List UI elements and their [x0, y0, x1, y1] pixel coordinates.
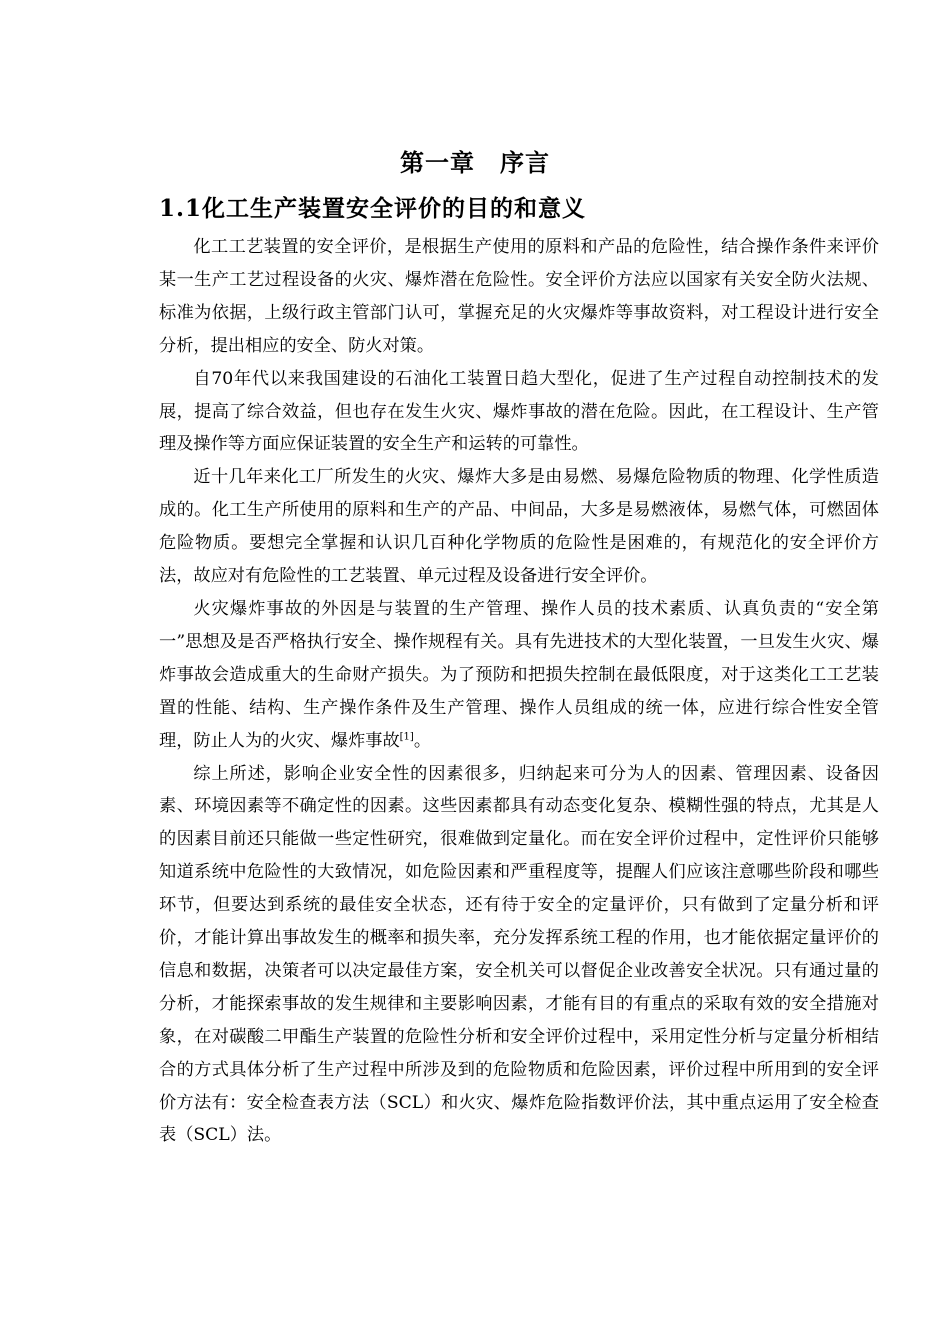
paragraph-4-text: 火灾爆炸事故的外因是与装置的生产管理、操作人员的技术素质、认真负责的“安全第一”思想及是否严格执行安全、操作规程有关。具有先进技术的大型化装置，一旦发生火灾、爆炸事故会造成重大的生命财产损失。为了预防和把损失控制在最低限度，对于这类化工工艺装置的性能、结构、生产操作条件及生产管理、操作人员组成的统一体，应进行综合性安全管理，防止人为的火灾、爆炸事故: [159, 598, 879, 751]
citation-reference[interactable]: [1]: [399, 730, 414, 742]
chapter-title: 第一章 序言: [400, 149, 550, 177]
paragraph-1: 化工工艺装置的安全评价，是根据生产使用的原料和产品的危险性，结合操作条件来评价某一生产工艺过程设备的火灾、爆炸潜在危险性。安全评价方法应以国家有关安全防火法规、标准为依据，上级行政主管部门认可，掌握充足的火灾爆炸等事故资料，对工程设计进行安全分析，提出相应的安全、防火对策。: [159, 237, 879, 356]
paragraph-2: 自70年代以来我国建设的石油化工装置日趋大型化，促进了生产过程自动控制技术的发展，提高了综合效益，但也存在发生火灾、爆炸事故的潜在危险。因此，在工程设计、生产管理及操作等方面应保证装置的安全生产和运转的可靠性。: [159, 368, 879, 455]
paragraph-4: [159, 593, 879, 758]
body-text: [159, 231, 879, 1152]
paragraph-4-end: 。: [413, 730, 432, 751]
paragraph-5: 综上所述，影响企业安全性的因素很多，归纳起来可分为人的因素、管理因素、设备因素、环境因素等不确定性的因素。这些因素都具有动态变化复杂、模糊性强的特点，尤其是人的因素目前还只能做一些定性研究，很难做到定量化。而在安全评价过程中，定性评价只能够知道系统中危险性的大致情况，如危险因素和严重程度等，提醒人们应该注意哪些阶段和哪些环节，但要达到系统的最佳安全状态，还有待于安全的定量评价，只有做到了定量分析和评价，才能计算出事故发生的概率和损失率，充分发挥系统工程的作用，也才能依据定量评价的信息和数据，决策者可以决定最佳方案，安全机关可以督促企业改善安全状况。只有通过量的分析，才能探索事故的发生规律和主要影响因素，才能有目的有重点的采取有效的安全措施对象，在对碳酸二甲酯生产装置的危险性分析和安全评价过程中，采用定性分析与定量分析相结合的方式具体分析了生产过程中所涉及到的危险物质和危险因素，评价过程中所用到的安全评价方法有：安全检查表方法（SCL）和火灾、爆炸危险指数评价法，其中重点运用了安全检查表（SCL）法。: [159, 763, 879, 1146]
section-title: 1.1化工生产装置安全评价的目的和意义: [159, 195, 587, 222]
paragraph-3: 近十几年来化工厂所发生的火灾、爆炸大多是由易燃、易爆危险物质的物理、化学性质造成的。化工生产所使用的原料和生产的产品、中间品，大多是易燃液体，易燃气体，可燃固体危险物质。要想完全掌握和认识几百种化学物质的危险性是困难的，有规范化的安全评价方法，故应对有危险性的工艺装置、单元过程及设备进行安全评价。: [159, 467, 879, 587]
